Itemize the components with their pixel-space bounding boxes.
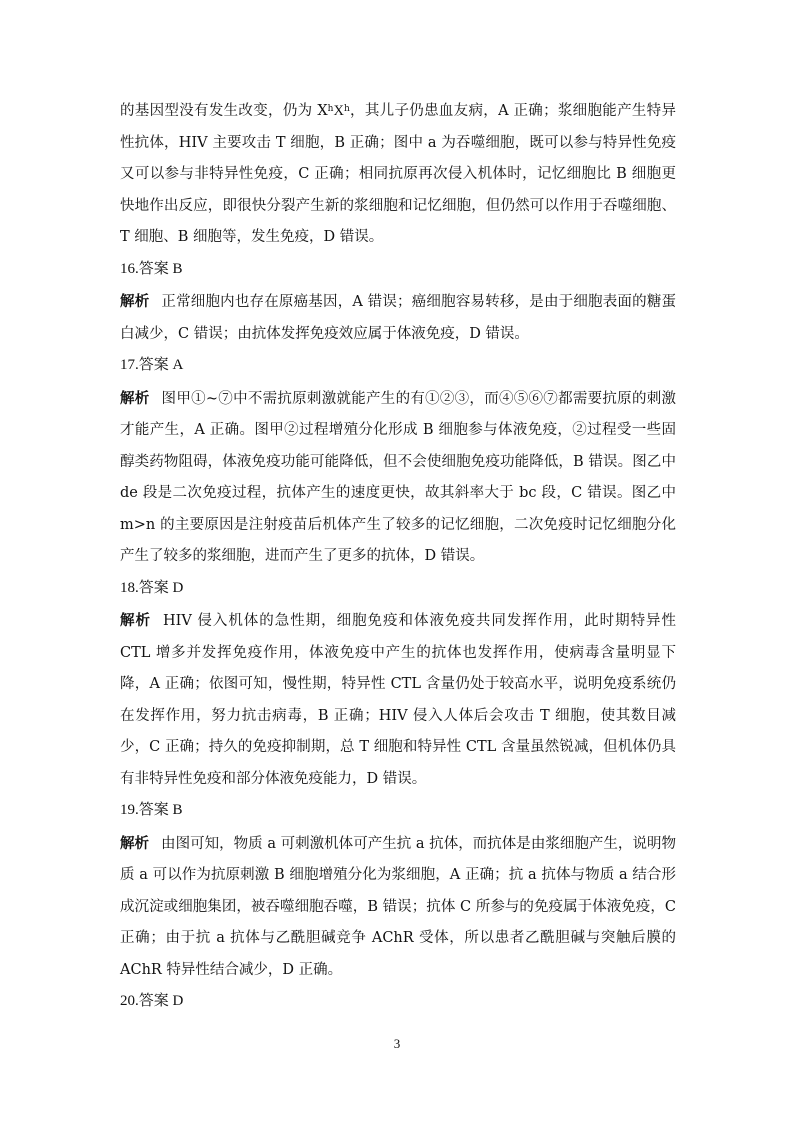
answer-20: 20.答案 D [120,993,184,1009]
analysis-text: 图甲①~⑦中不需抗原刺激就能产生的有①②③，而④⑤⑥⑦都需要抗原的刺激才能产生，A 正确。图甲②过程增殖分化形成 B 细胞参与体液免疫，②过程受一些固醇类药物阻碍，体液免疫功能可能降低，但不会使细胞免疫功能降低，B 错误。图乙中 de 段是二次免疫过程，抗体产生的速度更快，故其斜率大于 bc 段，C 错误。图乙中 m>n 的主要原因是注射疫苗后机体产生了较多的记忆细胞，二次免疫时记忆细胞分化产生了较多的浆细胞，进而产生了更多的抗体，D 错误。 [120,390,676,564]
analysis-label: 解析 [120,834,150,852]
analysis-label: 解析 [120,389,150,407]
continued-analysis-text: ，其儿子仍患血友病，A 正确；浆细胞能产生特异性抗体，HIV 主要攻击 T 细胞，B 正确；图中 a 为吞噬细胞，既可以参与特异性免疫又可以参与非特异性免疫，C 正确；相同抗原再次侵入机体时，记忆细胞比 B 细胞更快地作出反应，即很快分裂产生新的浆细胞和记忆细胞，但仍然可以作用于吞噬细胞、T 细胞、B 细胞等，发生免疫，D 错误。 [120,103,676,245]
genotype-superscript-2: h [343,104,350,114]
analysis-18 [120,605,676,795]
genotype-intro-text: 的基因型没有发生改变，仍为 X [120,103,328,119]
genotype-superscript-1: h [327,104,334,114]
answer-19: 19.答案 B [120,802,183,818]
continued-analysis-paragraph [120,96,676,254]
analysis-label: 解析 [120,612,151,629]
page-number: 3 [393,1036,401,1051]
analysis-label: 解析 [120,293,150,310]
answer-key-content [120,96,676,1018]
answer-16: 16.答案 B [120,260,183,277]
answer-17: 17.答案 A [120,357,184,373]
analysis-text: 正常细胞内也存在原癌基因，A 错误；癌细胞容易转移，是由于细胞表面的糖蛋白减少，C 错误；由抗体发挥免疫效应属于体液免疫，D 错误。 [120,294,677,342]
analysis-text: HIV 侵入机体的急性期，细胞免疫和体液免疫共同发挥作用，此时期特异性 CTL 增多并发挥免疫作用，体液免疫中产生的抗体也发挥作用，使病毒含量明显下降，A 正确；依图可知，慢性期，特异性 CTL 含量仍处于较高水平，说明免疫系统仍在发挥作用，努力抗击病毒，B 正确；HIV 侵入人体后会攻击 T 细胞，使其数目减少，C 正确；持久的免疫抑制期，总 T 细胞和特异性 CTL 含量虽然锐减，但机体仍具有非特异性免疫和部分体液免疫能力，D 错误。 [120,613,677,787]
analysis-17 [120,383,676,573]
analysis-text: 由图可知，物质 a 可刺激机体可产生抗 a 抗体，而抗体是由浆细胞产生，说明物质 a 可以作为抗原刺激 B 细胞增殖分化为浆细胞，A 正确；抗 a 抗体与物质 a 结合形成沉淀或细胞集团，被吞噬细胞吞噬，B 错误；抗体 C 所参与的免疫属于体液免疫，C 正确；由于抗 a 抗体与乙酰胆碱竞争 AChR 受体，所以患者乙酰胆碱与突触后膜的 AChR 特异性结合减少，D 正确。 [120,835,676,978]
genotype-x: X [333,103,344,119]
analysis-16 [120,286,676,350]
analysis-19 [120,828,676,987]
answer-18: 18.答案 D [120,579,184,596]
